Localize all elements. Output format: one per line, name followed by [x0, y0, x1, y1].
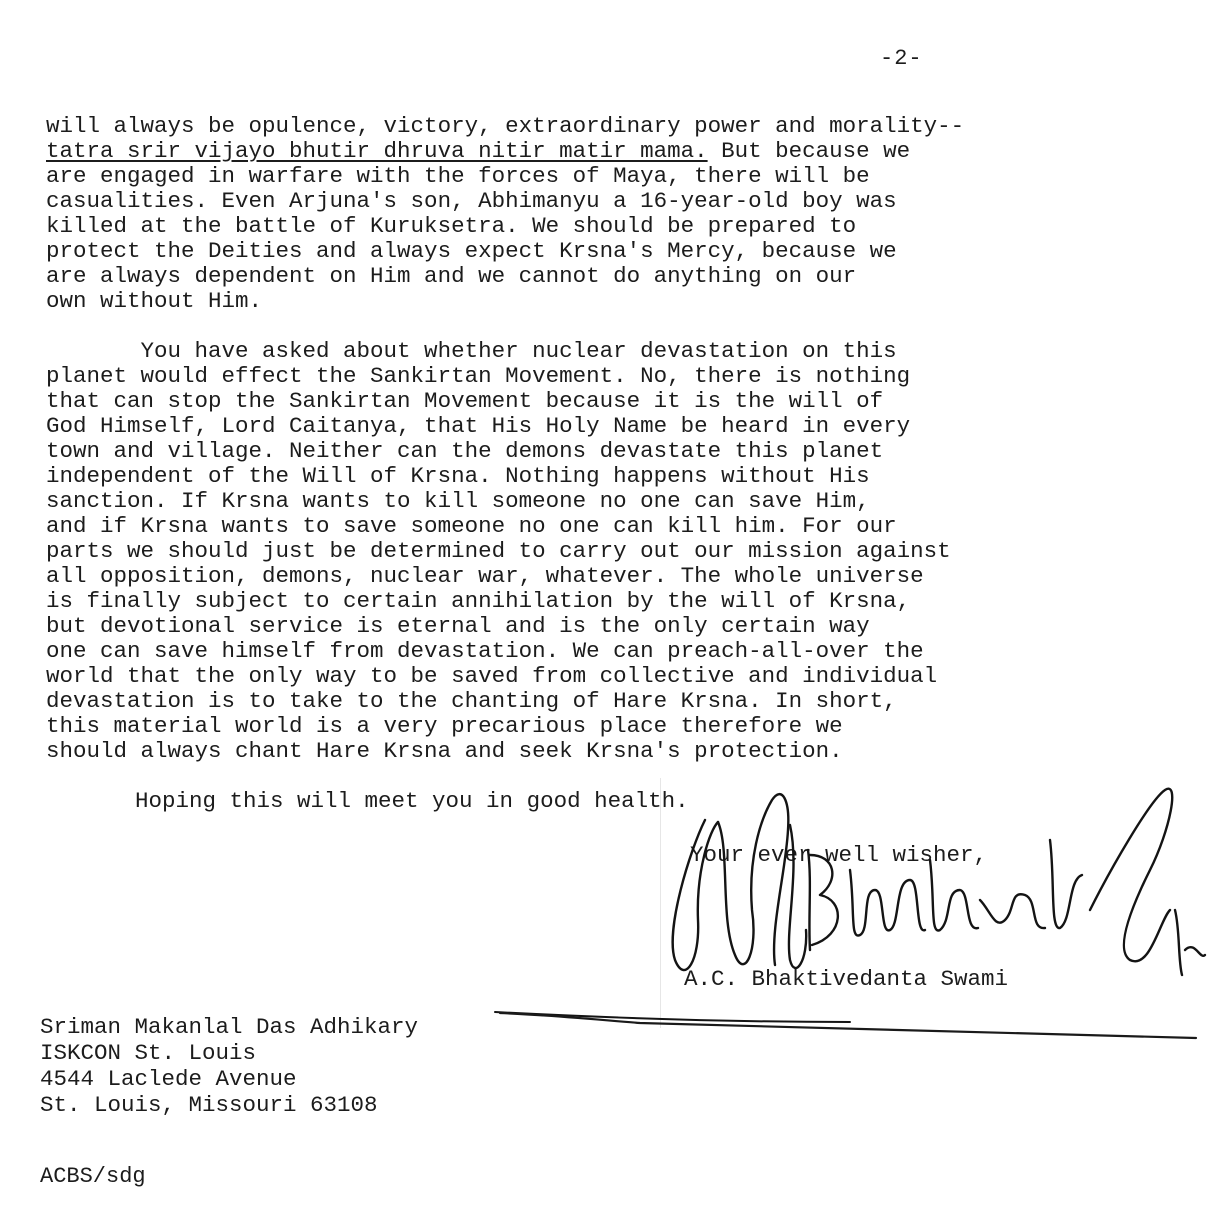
text-line: protect the Deities and always expect Krsna's Mercy, because we	[46, 238, 897, 264]
sanskrit-verse: tatra srir vijayo bhutir dhruva nitir matir mama.	[46, 138, 708, 164]
recipient-name: Sriman Makanlal Das Adhikary	[40, 1014, 419, 1040]
handwritten-signature	[490, 760, 1210, 1040]
signature-name: A.C. Bhaktivedanta Swami	[684, 966, 1009, 992]
text-line: world that the only way to be saved from collective and individual	[46, 663, 938, 689]
text-line	[46, 139, 910, 164]
text-line: are always dependent on Him and we cannot do anything on our	[46, 263, 857, 289]
text-line: town and village. Neither can the demons devastate this planet	[46, 438, 884, 464]
text-line: but devotional service is eternal and is the only certain way	[46, 613, 870, 639]
text-line: casualities. Even Arjuna's son, Abhimanyu a 16-year-old boy was	[46, 188, 897, 214]
text-line: sanction. If Krsna wants to kill someone no one can save Him,	[46, 488, 870, 514]
text-line: is finally subject to certain annihilation by the will of Krsna,	[46, 588, 911, 614]
text-line: should always chant Hare Krsna and seek Krsna's protection.	[46, 738, 843, 764]
page-number: -2-	[880, 46, 923, 71]
recipient-street: 4544 Laclede Avenue	[40, 1066, 297, 1092]
text-line: will always be opulence, victory, extraordinary power and morality--	[46, 113, 965, 139]
recipient-city: St. Louis, Missouri 63108	[40, 1092, 378, 1118]
signature-underline	[490, 1005, 1210, 1045]
text-line: that can stop the Sankirtan Movement because it is the will of	[46, 388, 884, 414]
text-line: own without Him.	[46, 288, 263, 314]
text-line: all opposition, demons, nuclear war, whatever. The whole universe	[46, 563, 924, 589]
text-line: one can save himself from devastation. We can preach-all-over the	[46, 638, 924, 664]
text-line: parts we should just be determined to carry out our mission against	[46, 538, 951, 564]
text-line: God Himself, Lord Caitanya, that His Holy Name be heard in every	[46, 413, 911, 439]
text-line: are engaged in warfare with the forces of Maya, there will be	[46, 163, 870, 189]
text-line: planet would effect the Sankirtan Movement. No, there is nothing	[46, 363, 911, 389]
valediction: Your ever well wisher,	[690, 842, 988, 868]
reference-initials: ACBS/sdg	[40, 1164, 146, 1189]
text-line: You have asked about whether nuclear devastation on this	[46, 338, 897, 364]
text-line: and if Krsna wants to save someone no one can kill him. For our	[46, 513, 897, 539]
text-line: this material world is a very precarious place therefore we	[46, 713, 843, 739]
text-line: devastation is to take to the chanting of Hare Krsna. In short,	[46, 688, 897, 714]
recipient-org: ISKCON St. Louis	[40, 1040, 257, 1066]
closing-hope: Hoping this will meet you in good health.	[135, 788, 689, 814]
text-fragment: But because we	[707, 138, 911, 164]
text-line: independent of the Will of Krsna. Nothing happens without His	[46, 463, 870, 489]
text-line: killed at the battle of Kuruksetra. We should be prepared to	[46, 213, 857, 239]
